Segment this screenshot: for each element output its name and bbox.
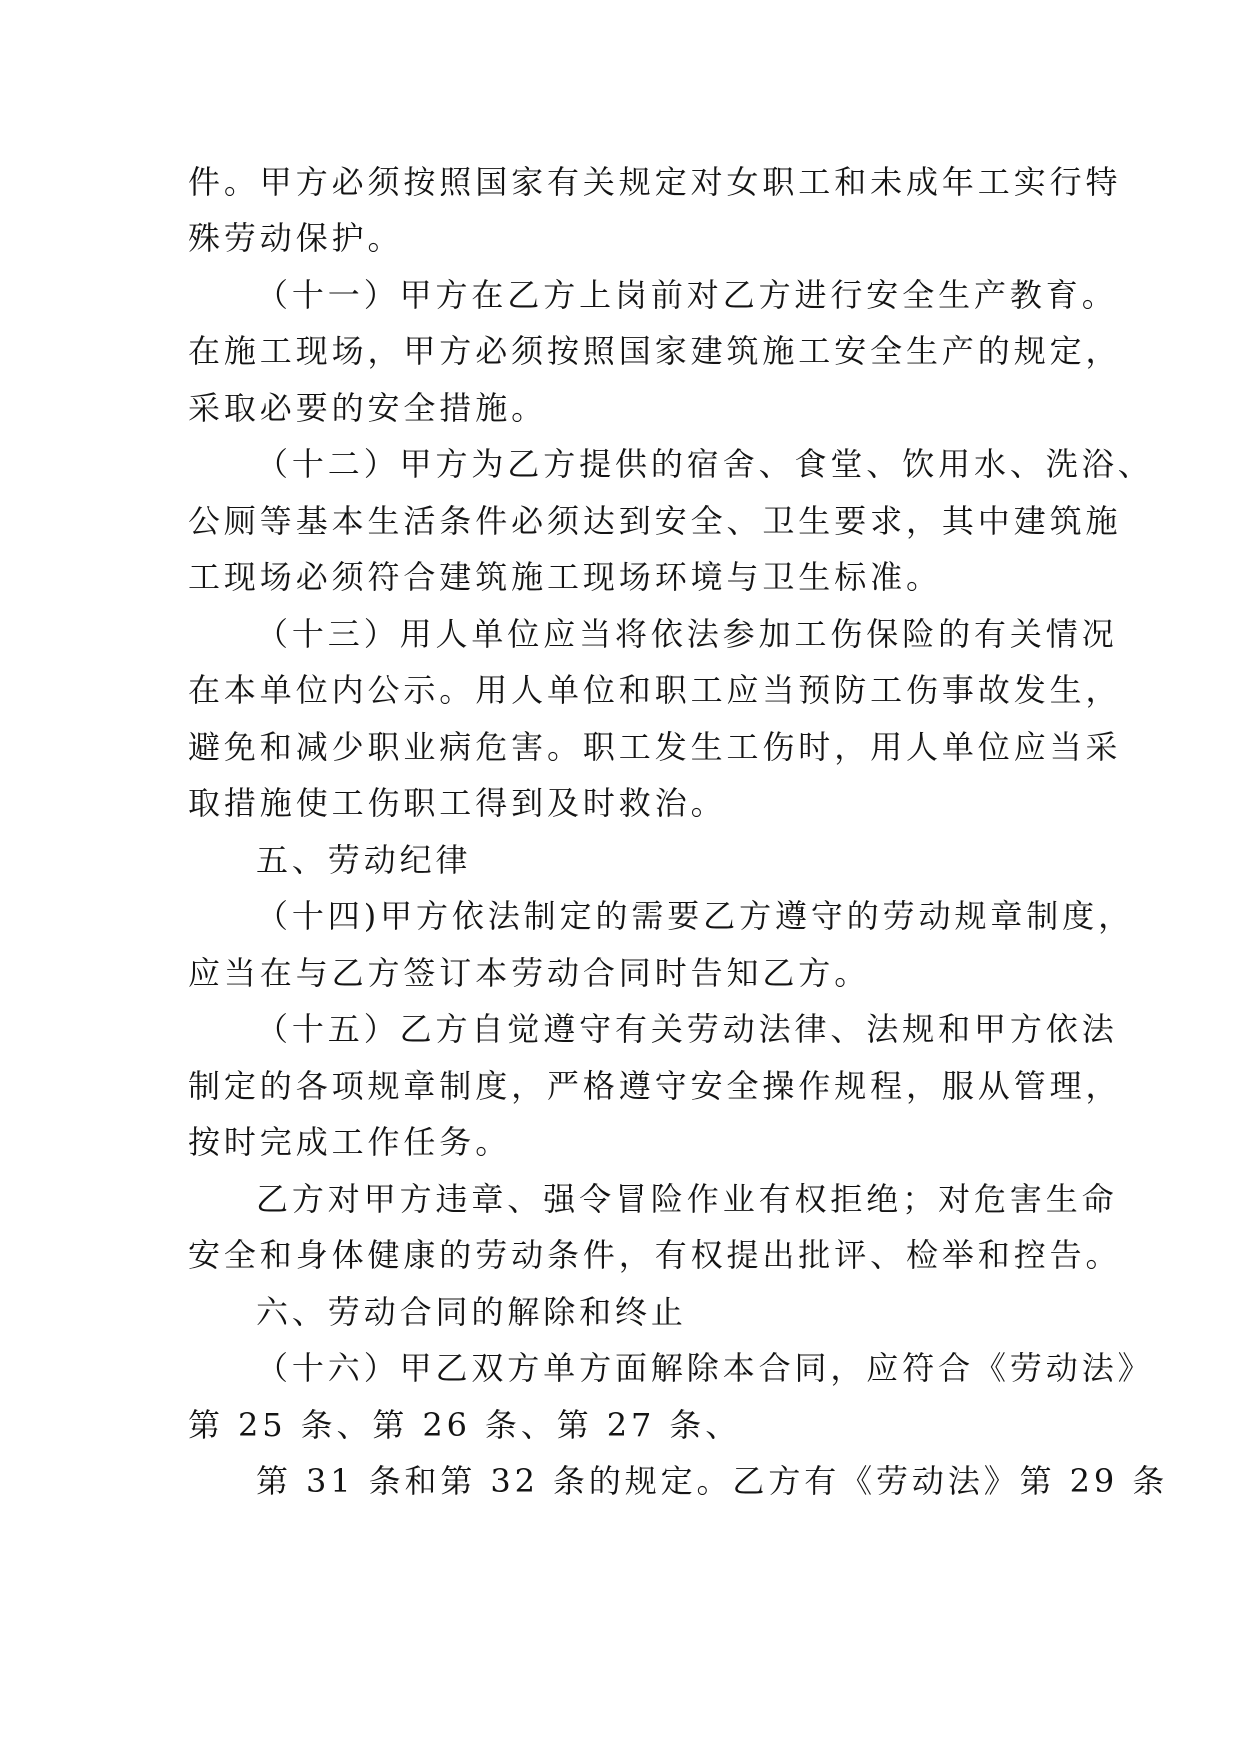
section-heading-termination: 六、劳动合同的解除和终止 bbox=[256, 1293, 687, 1331]
text-line: 公厕等基本生活条件必须达到安全、卫生要求，其中建筑施 bbox=[188, 502, 1122, 540]
clause-14-heading-line: （十四)甲方依法制定的需要乙方遵守的劳动规章制度， bbox=[256, 897, 1134, 935]
text-line: 避免和减少职业病危害。职工发生工伤时，用人单位应当采 bbox=[188, 728, 1122, 766]
text-line: 安全和身体健康的劳动条件，有权提出批评、检举和控告。 bbox=[188, 1236, 1122, 1274]
clause-13-heading-line: （十三）用人单位应当将依法参加工伤保险的有关情况 bbox=[256, 615, 1118, 653]
text-line: 按时完成工作任务。 bbox=[188, 1123, 512, 1161]
text-line: 工现场必须符合建筑施工现场环境与卫生标准。 bbox=[188, 558, 942, 596]
text-line: 取措施使工伤职工得到及时救治。 bbox=[188, 784, 727, 822]
text-line: 应当在与乙方签订本劳动合同时告知乙方。 bbox=[188, 954, 871, 992]
text-line: 第 31 条和第 32 条的规定。乙方有《劳动法》第 29 条 bbox=[256, 1462, 1169, 1500]
text-line: 制定的各项规章制度，严格遵守安全操作规程，服从管理， bbox=[188, 1067, 1122, 1105]
text-line: 第 25 条、第 26 条、第 27 条、 bbox=[188, 1406, 742, 1444]
text-line: 件。甲方必须按照国家有关规定对女职工和未成年工实行特 bbox=[188, 163, 1122, 201]
text-line: 在本单位内公示。用人单位和职工应当预防工伤事故发生， bbox=[188, 671, 1122, 709]
section-heading-labor-discipline: 五、劳动纪律 bbox=[256, 841, 472, 879]
clause-12-heading-line: （十二）甲方为乙方提供的宿舍、食堂、饮用水、洗浴、 bbox=[256, 445, 1154, 483]
clause-15-heading-line: （十五）乙方自觉遵守有关劳动法律、法规和甲方依法 bbox=[256, 1010, 1118, 1048]
text-line: 采取必要的安全措施。 bbox=[188, 389, 548, 427]
text-line: 在施工现场，甲方必须按照国家建筑施工安全生产的规定， bbox=[188, 332, 1122, 370]
paragraph-first-line: 乙方对甲方违章、强令冒险作业有权拒绝；对危害生命 bbox=[256, 1180, 1118, 1218]
clause-16-heading-line: （十六）甲乙双方单方面解除本合同，应符合《劳动法》 bbox=[256, 1349, 1154, 1387]
text-line: 殊劳动保护。 bbox=[188, 219, 404, 257]
clause-11-heading-line: （十一）甲方在乙方上岗前对乙方进行安全生产教育。 bbox=[256, 276, 1118, 314]
